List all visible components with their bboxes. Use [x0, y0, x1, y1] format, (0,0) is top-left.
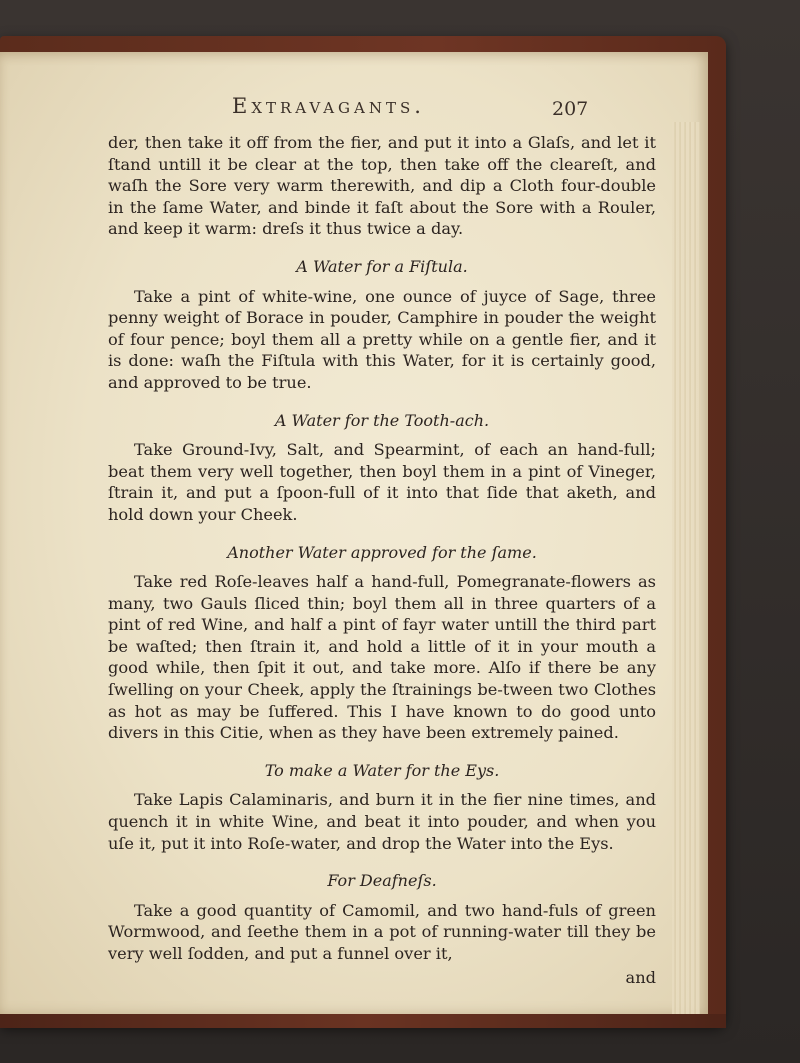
running-head [0, 94, 708, 124]
catchword: and [625, 967, 656, 987]
running-title: Extravagants. [232, 94, 425, 118]
heading-tooth-ach: A Water for the Tooth-ach. [274, 410, 490, 430]
paragraph-another-water: Take red Roſe-leaves half a hand-full, Pomegranate-flowers as many, two Gauls ſliced thin; boyl them all in three quarters of a pint of red Wine, and half a pint of fayr water untill the third part be waſted; then ſtrain it, and hold a little of it in your mouth a good while, then ſpit it out, and take more. Alſo if there be any ſwelling on your Cheek, apply the ſtrainings be-tween two Clothes as hot as may be ſuffered. This I have known to do good unto divers in this Citie, when as they have been extremely pained. [108, 572, 656, 743]
heading-eys: To make a Water for the Eys. [264, 760, 500, 780]
paragraph-tooth-ach: Take Ground-Ivy, Salt, and Spearmint, of each an hand-full; beat them very well together, then boyl them in a pint of Vineger, ſtrain it, and put a ſpoon-full of it into that ſide that aketh, and hold down your Cheek. [108, 440, 656, 524]
paragraph-fistula: Take a pint of white-wine, one ounce of juyce of Sage, three penny weight of Borace in pouder, Camphire in pouder the weight of four pence; boyl them all a pretty while on a gentle fier, and it is done: waſh the Fiſtula with this Water, for it is certainly good, and approved to be true. [108, 286, 656, 392]
page-text [108, 132, 656, 988]
paragraph-deafness: Take a good quantity of Camomil, and two hand-fuls of green Wormwood, and ſeethe them in a pot of running-water till they be very well ſodden, and put a funnel over it, [108, 900, 656, 963]
paragraph-continuation: der, then take it off from the fier, and put it into a Glaſs, and let it ſtand untill it be clear at the top, then take off the cleareſt, and waſh the Sore very warm therewith, and dip a Cloth four-double in the ſame Water, and binde it faſt about the Sore with a Rouler, and keep it warm: dreſs it thus twice a day. [108, 133, 656, 239]
heading-fistula: A Water for a Fiſtula. [296, 256, 468, 276]
page-edges [672, 122, 700, 1014]
heading-deafness: For Deafneſs. [327, 871, 437, 891]
heading-another-water: Another Water approved for the ſame. [227, 542, 537, 562]
paragraph-eys: Take Lapis Calaminaris, and burn it in the fier nine times, and quench it in white Wine, and beat it into pouder, and when you uſe it, put it into Roſe-water, and drop the Water into the Eys. [108, 790, 656, 853]
book-bottom-edge [0, 1014, 726, 1028]
book-page [0, 52, 708, 1014]
page-number: 207 [552, 98, 589, 120]
